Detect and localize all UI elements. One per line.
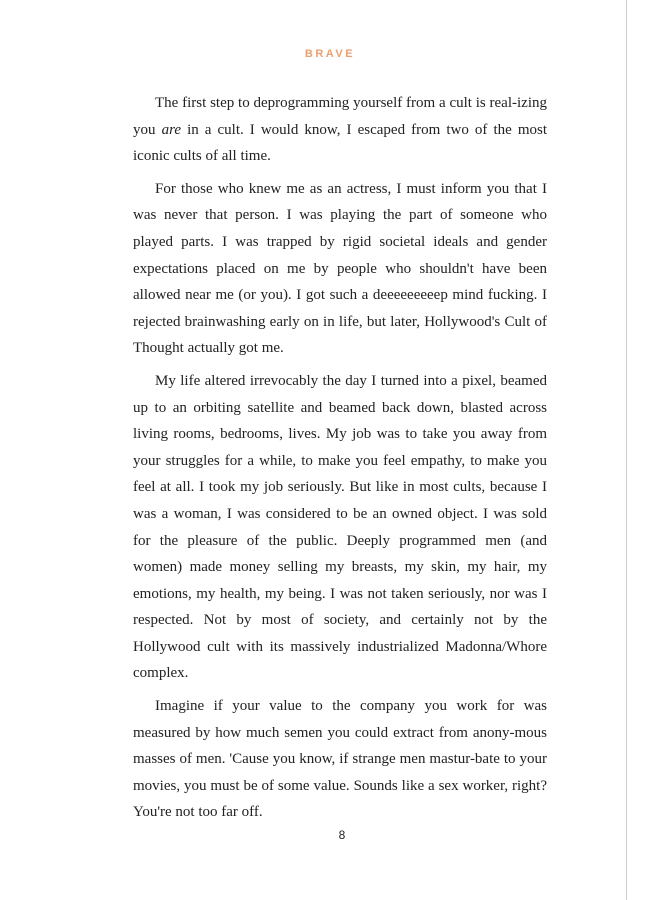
paragraph-3: My life altered irrevocably the day I turned into a pixel, beamed up to an orbiting satellite and beamed back down, blasted across living rooms, bedrooms, lives. My job was to take you away from your struggles for a while, to make you feel empathy, to make you feel at all. I took my job seriously. But like in most cults, because I was a woman, I was considered to be an owned object. I was sold for the pleasure of the public. Deeply programmed men (and women) made money selling my breasts, my skin, my hair, my emotions, my health, my being. I was not taken seriously, nor was I respected. Not by most of society, and certainly not by the Hollywood cult with its massively industrialized Madonna/Whore complex. — [133, 372, 547, 682]
emphasis-word: are — [161, 121, 182, 138]
paragraph-1 — [133, 90, 547, 170]
page-edge-line — [626, 0, 627, 900]
paragraph-1-start: The first step to deprogramming yourself from a cult is real-izing you — [133, 95, 547, 138]
paragraph-4: Imagine if your value to the company you work for was measured by how much semen you could extract from anony-mous masses of men. 'Cause you know, if strange men mastur-bate to your movies, you must be of some value. Sounds like a sex worker, right? You're not too far off. — [133, 698, 547, 821]
page-number: 8 — [338, 828, 346, 842]
paragraph-1-end: in a cult. I would know, I escaped from two of the most iconic cults of all time. — [133, 121, 547, 165]
body-text — [133, 90, 547, 832]
running-head: BRAVE — [304, 48, 356, 60]
paragraph-2: For those who knew me as an actress, I must inform you that I was never that person. I was playing the part of someone who played parts. I was trapped by rigid societal ideals and gender expectations placed on me by people who shouldn't have been allowed near me (or you). I got such a deeeeeeeeep mind fucking. I rejected brainwashing early on in life, but later, Hollywood's Cult of Thought actually got me. — [133, 180, 547, 357]
